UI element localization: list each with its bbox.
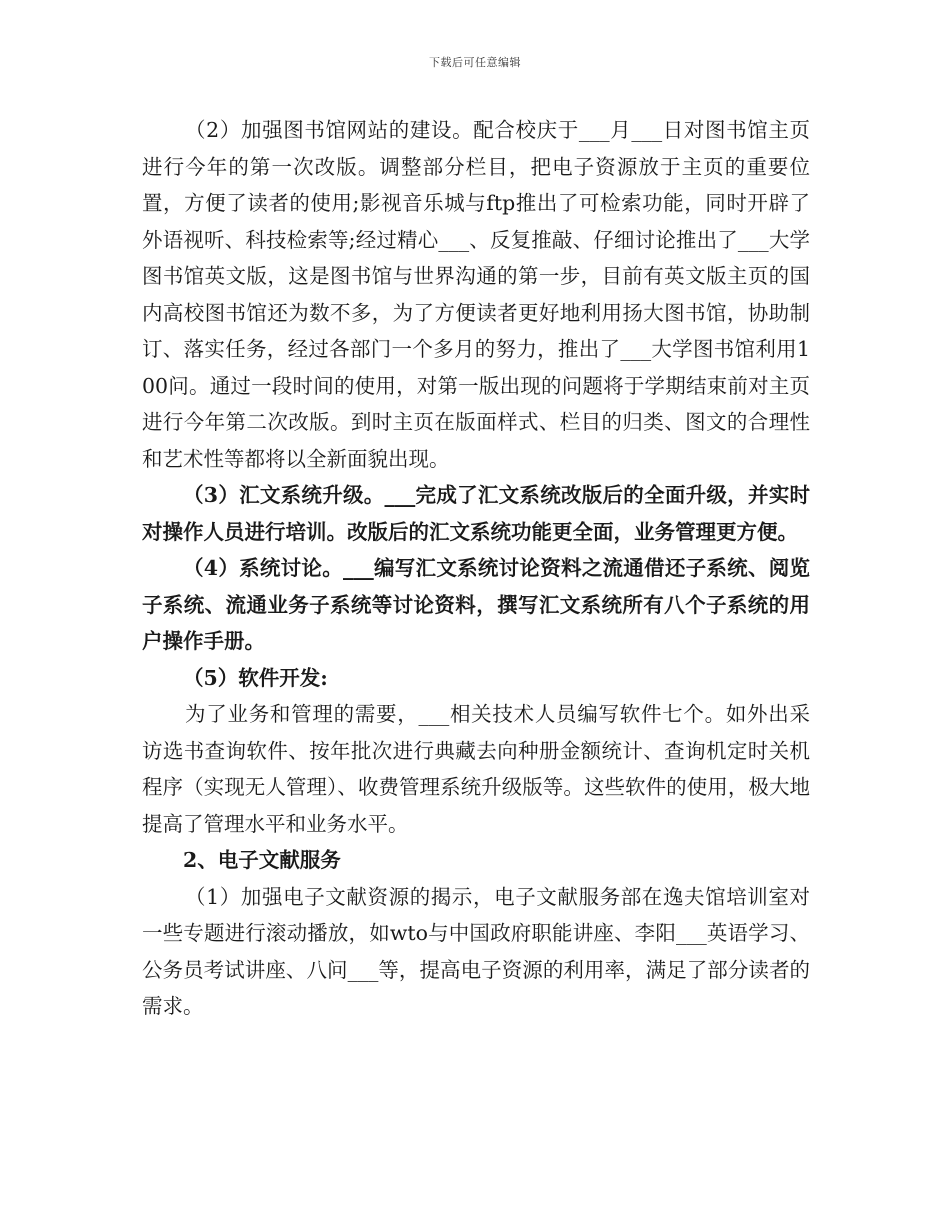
paragraph-system-discussion: （4）系统讨论。___编写汇文系统讨论资料之流通借还子系统、阅览子系统、流通业务子系统等讨论资料，撰写汇文系统所有八个子系统的用户操作手册。	[142, 556, 810, 653]
section-heading-e-literature: 2、电子文献服务	[183, 848, 341, 872]
paragraph-e-literature-service: （1）加强电子文献资源的揭示，电子文献服务部在逸夫馆培训室对一些专题进行滚动播放，如wto与中国政府职能讲座、李阳___英语学习、公务员考试讲座、八问___等，提高电子资源的利用率，满足了部分读者的需求。	[142, 884, 810, 1018]
paragraph-website-construction: （2）加强图书馆网站的建设。配合校庆于___月___日对图书馆主页进行今年的第一次改版。调整部分栏目，把电子资源放于主页的重要位置，方便了读者的使用;影视音乐城与ftp推出了可检索功能，同时开辟了外语视听、科技检索等;经过精心___、反复推敲、仔细讨论推出了___大学图书馆英文版，这是图书馆与世界沟通的第一步，目前有英文版主页的国内高校图书馆还为数不多，为了方便读者更好地利用扬大图书馆，协助制订、落实任务，经过各部门一个多月的努力，推出了___大学图书馆利用100问。通过一段时间的使用，对第一版出现的问题将于学期结束前对主页进行今年第二次改版。到时主页在版面样式、栏目的归类、图文的合理性和艺术性等都将以全新面貌出现。	[142, 118, 810, 471]
paragraph-huiwen-upgrade: （3）汇文系统升级。___完成了汇文系统改版后的全面升级，并实时对操作人员进行培训。改版后的汇文系统功能更全面，业务管理更方便。	[142, 483, 810, 544]
document-body	[142, 112, 810, 1025]
paragraph-software-dev: 为了业务和管理的需要，___相关技术人员编写软件七个。如外出采访选书查询软件、按年批次进行典藏去向种册金额统计、查询机定时关机程序（实现无人管理）、收费管理系统升级版等。这些软件的使用，极大地提高了管理水平和业务水平。	[142, 702, 810, 836]
page-header-note: 下载后可任意编辑	[429, 56, 521, 69]
paragraph-software-dev-heading: （5）软件开发:	[183, 665, 328, 690]
